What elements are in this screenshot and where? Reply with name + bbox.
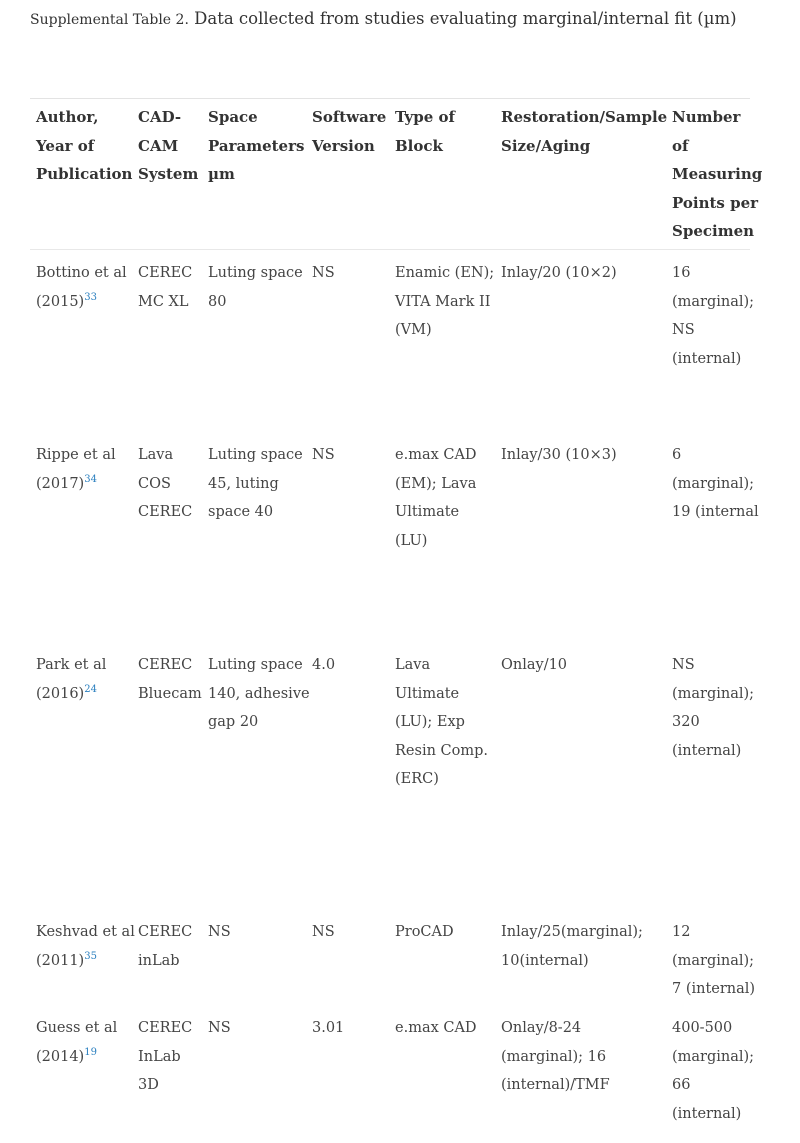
- cell-points: [672, 1014, 754, 1128]
- cell-line: [208, 651, 310, 680]
- cell-block: [395, 918, 454, 947]
- cell-points: [672, 918, 755, 1004]
- cell-text: 6: [672, 447, 682, 463]
- cell-text: Bluecam: [138, 685, 202, 702]
- cell-author: [36, 259, 127, 316]
- header-cell-line: Publication: [36, 165, 133, 184]
- cell-text: gap 20: [208, 714, 259, 731]
- cell-text: Inlay/25(marginal);: [501, 924, 643, 940]
- cell-line: [312, 651, 335, 680]
- header-cell-line: Version: [312, 136, 375, 155]
- cell-line: [395, 470, 477, 499]
- cell-restoration: [501, 259, 617, 288]
- cell-text: 4.0: [312, 657, 336, 673]
- cell-text: (ERC): [395, 771, 439, 788]
- header-cell-line: Size/Aging: [501, 136, 591, 155]
- cell-space: [208, 918, 231, 947]
- cell-line: [672, 737, 754, 766]
- cell-line: [208, 708, 310, 737]
- cell-points: [672, 441, 759, 527]
- cell-text: NS: [312, 924, 335, 940]
- reference-link[interactable]: 33: [84, 291, 97, 303]
- header-cell-line: Measuring: [672, 165, 763, 184]
- cell-line: [672, 345, 754, 374]
- cell-block: [395, 651, 488, 794]
- cell-text: space 40: [208, 504, 274, 521]
- cell-text: (marginal);: [672, 952, 755, 969]
- cell-text: 140, adhesive: [208, 685, 310, 702]
- cell-line: [395, 527, 477, 556]
- header-cell-line: Type of: [395, 108, 455, 126]
- cell-text: Lava: [395, 657, 431, 673]
- cell-line: [395, 918, 454, 947]
- cell-text: (EM); Lava: [395, 475, 477, 492]
- table-caption: [30, 9, 790, 28]
- cell-line: [36, 470, 116, 499]
- cell-line: [672, 470, 759, 499]
- cell-text: 45, luting: [208, 475, 279, 492]
- cell-text: Luting space: [208, 657, 303, 673]
- cell-text: 400-500: [672, 1020, 733, 1036]
- cell-text: Lava: [138, 447, 174, 463]
- cell-line: [312, 918, 335, 947]
- cell-line: [208, 441, 303, 470]
- cell-line: [36, 1014, 117, 1043]
- reference-link[interactable]: 24: [84, 683, 97, 695]
- cell-text: 320: [672, 714, 700, 731]
- cell-line: [395, 316, 494, 345]
- cell-text: CEREC: [138, 504, 193, 521]
- cell-restoration: [501, 918, 643, 975]
- cell-line: [138, 288, 192, 317]
- cell-text: e.max CAD: [395, 1020, 477, 1036]
- cell-points: [672, 259, 754, 373]
- cell-line: [312, 1014, 344, 1043]
- cell-line: [672, 1071, 754, 1100]
- cell-line: [672, 947, 755, 976]
- cell-text: (internal): [672, 742, 742, 759]
- cell-author: [36, 651, 106, 708]
- cell-software: [312, 259, 335, 288]
- cell-line: [672, 708, 754, 737]
- cell-line: [501, 918, 643, 947]
- cell-software: [312, 651, 335, 680]
- cell-text: NS: [312, 447, 335, 463]
- cell-text: Ultimate: [395, 504, 460, 521]
- cell-line: [138, 1014, 192, 1043]
- cell-line: [672, 259, 754, 288]
- cell-text: (internal): [672, 350, 742, 367]
- cell-line: [312, 259, 335, 288]
- cell-text: NS: [672, 322, 695, 339]
- cell-block: [395, 441, 477, 555]
- cell-text: NS: [312, 265, 335, 281]
- cell-text: Ultimate: [395, 685, 460, 702]
- cell-text: VITA Mark II: [395, 293, 491, 310]
- cell-line: [138, 470, 192, 499]
- cell-line: [138, 918, 192, 947]
- cell-line: [36, 918, 135, 947]
- cell-line: [672, 498, 759, 527]
- header-cell-space: [208, 103, 304, 189]
- cell-text: 19 (internal: [672, 504, 759, 521]
- cell-text: Luting space: [208, 447, 303, 463]
- cell-text: COS: [138, 475, 171, 492]
- cell-space: [208, 259, 303, 316]
- cell-line: [138, 498, 192, 527]
- header-cell-software: [312, 103, 386, 160]
- cell-text: CEREC: [138, 924, 193, 940]
- cell-line: [395, 651, 488, 680]
- header-divider: [30, 249, 750, 250]
- header-cell-line: CAD-: [138, 108, 182, 126]
- cell-line: [501, 259, 617, 288]
- cell-line: [36, 651, 106, 680]
- cell-text: (2017): [36, 475, 85, 492]
- cell-text: Guess et al: [36, 1020, 118, 1036]
- cell-text: Inlay/20 (10×2): [501, 265, 617, 281]
- cell-line: [36, 259, 127, 288]
- cell-line: [208, 288, 303, 317]
- header-cell-line: Author,: [36, 108, 99, 126]
- header-cell-restoration: [501, 103, 667, 160]
- cell-text: e.max CAD: [395, 447, 477, 463]
- cell-line: [501, 441, 617, 470]
- cell-text: Onlay/10: [501, 657, 568, 673]
- cell-line: [501, 947, 643, 976]
- cell-author: [36, 441, 116, 498]
- cell-text: (marginal);: [672, 1048, 755, 1065]
- cell-line: [36, 288, 127, 317]
- cell-text: (marginal);: [672, 293, 755, 310]
- cell-restoration: [501, 651, 567, 680]
- cell-restoration: [501, 1014, 610, 1100]
- cell-text: (marginal); 16: [501, 1048, 607, 1065]
- cell-line: [395, 288, 494, 317]
- cell-text: (internal)/TMF: [501, 1077, 610, 1094]
- cell-text: Keshvad et al: [36, 924, 135, 940]
- header-cell-line: Parameters: [208, 136, 305, 155]
- cell-text: InLab: [138, 1048, 181, 1065]
- cell-space: [208, 651, 310, 737]
- cell-system: [138, 1014, 192, 1100]
- cell-line: [672, 975, 755, 1004]
- cell-text: Onlay/8-24: [501, 1020, 582, 1036]
- cell-line: [395, 680, 488, 709]
- cell-text: ProCAD: [395, 924, 454, 940]
- cell-text: (2016): [36, 685, 85, 702]
- cell-line: [501, 1043, 610, 1072]
- cell-line: [395, 765, 488, 794]
- cell-text: (marginal);: [672, 475, 755, 492]
- cell-text: CEREC: [138, 1020, 193, 1036]
- cell-text: (VM): [395, 322, 432, 339]
- cell-line: [501, 651, 567, 680]
- cell-software: [312, 1014, 344, 1043]
- cell-system: [138, 259, 192, 316]
- cell-software: [312, 918, 335, 947]
- header-cell-line: Specimen: [672, 222, 755, 241]
- cell-line: [395, 708, 488, 737]
- cell-text: 3.01: [312, 1020, 345, 1036]
- cell-text: Rippe et al: [36, 447, 116, 463]
- reference-link[interactable]: 19: [84, 1046, 97, 1058]
- cell-text: (2014): [36, 1048, 85, 1065]
- cell-line: [138, 441, 192, 470]
- cell-line: [36, 1043, 117, 1072]
- cell-text: MC XL: [138, 293, 189, 310]
- cell-system: [138, 441, 192, 527]
- cell-system: [138, 918, 192, 975]
- header-cell-system: [138, 103, 198, 189]
- cell-block: [395, 1014, 477, 1043]
- cell-text: Bottino et al: [36, 265, 127, 281]
- cell-line: [501, 1071, 610, 1100]
- cell-line: [672, 918, 755, 947]
- cell-line: [208, 918, 231, 947]
- cell-software: [312, 441, 335, 470]
- cell-space: [208, 1014, 231, 1043]
- cell-line: [138, 1071, 192, 1100]
- table-top-border: [30, 98, 750, 99]
- cell-text: Enamic (EN);: [395, 265, 495, 281]
- cell-line: [672, 1014, 754, 1043]
- cell-line: [395, 737, 488, 766]
- cell-text: CEREC: [138, 657, 193, 673]
- cell-line: [208, 498, 303, 527]
- cell-restoration: [501, 441, 617, 470]
- cell-author: [36, 918, 135, 975]
- cell-line: [138, 947, 192, 976]
- cell-line: [672, 1043, 754, 1072]
- cell-line: [138, 1043, 192, 1072]
- caption-text: Data collected from studies evaluating marginal/internal fit (µm): [188, 9, 737, 28]
- cell-line: [36, 680, 106, 709]
- cell-text: (2011): [36, 952, 85, 969]
- header-cell-author: [36, 103, 132, 189]
- cell-line: [395, 498, 477, 527]
- cell-space: [208, 441, 303, 527]
- cell-line: [395, 1014, 477, 1043]
- header-cell-line: Space: [208, 108, 258, 126]
- cell-text: 66: [672, 1077, 691, 1094]
- cell-line: [138, 259, 192, 288]
- cell-text: inLab: [138, 952, 180, 969]
- header-cell-line: Points per: [672, 193, 759, 212]
- cell-text: Luting space: [208, 265, 303, 281]
- cell-line: [672, 680, 754, 709]
- reference-link[interactable]: 35: [84, 950, 97, 962]
- cell-text: (2015): [36, 293, 85, 310]
- cell-text: NS: [208, 1020, 231, 1036]
- cell-line: [208, 1014, 231, 1043]
- cell-line: [138, 651, 202, 680]
- cell-points: [672, 651, 754, 765]
- cell-text: Resin Comp.: [395, 742, 488, 759]
- header-cell-line: Block: [395, 136, 443, 155]
- cell-text: (internal): [672, 1105, 742, 1122]
- cell-line: [312, 441, 335, 470]
- cell-line: [208, 680, 310, 709]
- caption-label: Supplemental Table 2.: [30, 12, 189, 28]
- cell-line: [208, 470, 303, 499]
- cell-line: [395, 259, 494, 288]
- cell-text: Park et al: [36, 657, 107, 673]
- cell-line: [395, 441, 477, 470]
- cell-text: CEREC: [138, 265, 193, 281]
- cell-text: (LU): [395, 532, 428, 549]
- cell-line: [672, 288, 754, 317]
- cell-text: 12: [672, 924, 691, 940]
- header-cell-line: System: [138, 165, 199, 184]
- cell-text: 7 (internal): [672, 981, 756, 998]
- cell-line: [138, 680, 202, 709]
- cell-text: (LU); Exp: [395, 714, 465, 731]
- header-cell-points: [672, 103, 762, 246]
- cell-line: [672, 441, 759, 470]
- cell-text: NS: [672, 657, 695, 673]
- header-cell-line: Number: [672, 108, 741, 126]
- cell-system: [138, 651, 202, 708]
- header-cell-line: Year of: [36, 136, 95, 155]
- cell-text: 3D: [138, 1077, 159, 1094]
- header-cell-block: [395, 103, 455, 160]
- cell-line: [36, 947, 135, 976]
- cell-text: 10(internal): [501, 952, 589, 969]
- cell-line: [672, 651, 754, 680]
- cell-text: (marginal);: [672, 685, 755, 702]
- cell-line: [672, 1100, 754, 1129]
- cell-text: 80: [208, 293, 227, 310]
- header-cell-line: µm: [208, 165, 235, 184]
- header-cell-line: Restoration/Sample: [501, 108, 668, 126]
- header-cell-line: CAM: [138, 136, 179, 155]
- cell-line: [672, 316, 754, 345]
- cell-text: Inlay/30 (10×3): [501, 447, 617, 463]
- reference-link[interactable]: 34: [84, 473, 97, 485]
- cell-line: [208, 259, 303, 288]
- cell-author: [36, 1014, 117, 1071]
- header-cell-line: of: [672, 136, 689, 155]
- header-cell-line: Software: [312, 108, 387, 126]
- cell-block: [395, 259, 494, 345]
- cell-line: [501, 1014, 610, 1043]
- cell-line: [36, 441, 116, 470]
- data-table: [30, 98, 763, 1143]
- cell-text: 16: [672, 265, 691, 281]
- cell-text: NS: [208, 924, 231, 940]
